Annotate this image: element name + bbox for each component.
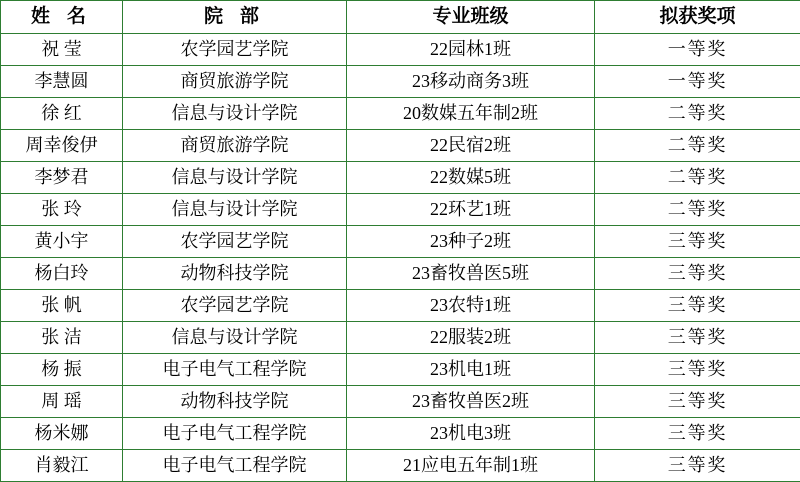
cell-award: 一等奖 [595, 66, 800, 98]
cell-name: 徐 红 [1, 98, 123, 130]
cell-department: 电子电气工程学院 [123, 450, 347, 482]
cell-department: 电子电气工程学院 [123, 418, 347, 450]
cell-department: 农学园艺学院 [123, 34, 347, 66]
cell-class: 22服装2班 [347, 322, 595, 354]
cell-department: 动物科技学院 [123, 258, 347, 290]
cell-award: 三等奖 [595, 322, 800, 354]
table-row [1, 130, 800, 162]
table-row [1, 66, 800, 98]
cell-department: 动物科技学院 [123, 386, 347, 418]
cell-class: 23农特1班 [347, 290, 595, 322]
cell-award: 三等奖 [595, 450, 800, 482]
cell-class: 21应电五年制1班 [347, 450, 595, 482]
cell-name: 肖毅江 [1, 450, 123, 482]
cell-award: 三等奖 [595, 258, 800, 290]
table-row [1, 450, 800, 482]
table-row [1, 162, 800, 194]
cell-name: 张 帆 [1, 290, 123, 322]
cell-award: 三等奖 [595, 226, 800, 258]
table-row [1, 322, 800, 354]
cell-name: 张 洁 [1, 322, 123, 354]
table-row [1, 98, 800, 130]
cell-award: 三等奖 [595, 386, 800, 418]
cell-class: 23种子2班 [347, 226, 595, 258]
cell-name: 祝 莹 [1, 34, 123, 66]
table-header-row [1, 1, 800, 34]
table-row [1, 418, 800, 450]
cell-name: 杨 振 [1, 354, 123, 386]
column-header-class: 专业班级 [347, 1, 595, 34]
table-row [1, 354, 800, 386]
cell-award: 二等奖 [595, 162, 800, 194]
cell-class: 23畜牧兽医5班 [347, 258, 595, 290]
table-row [1, 258, 800, 290]
cell-award: 一等奖 [595, 34, 800, 66]
table-row [1, 194, 800, 226]
column-header-award: 拟获奖项 [595, 1, 800, 34]
cell-award: 三等奖 [595, 418, 800, 450]
cell-department: 信息与设计学院 [123, 194, 347, 226]
cell-name: 周 瑶 [1, 386, 123, 418]
cell-name: 李梦君 [1, 162, 123, 194]
cell-department: 农学园艺学院 [123, 226, 347, 258]
column-header-department: 院 部 [123, 1, 347, 34]
table-row [1, 290, 800, 322]
table-row [1, 226, 800, 258]
cell-name: 张 玲 [1, 194, 123, 226]
cell-award: 二等奖 [595, 194, 800, 226]
cell-class: 23移动商务3班 [347, 66, 595, 98]
cell-class: 23畜牧兽医2班 [347, 386, 595, 418]
cell-department: 信息与设计学院 [123, 322, 347, 354]
cell-class: 20数媒五年制2班 [347, 98, 595, 130]
cell-department: 信息与设计学院 [123, 162, 347, 194]
cell-class: 22环艺1班 [347, 194, 595, 226]
table-row [1, 386, 800, 418]
cell-award: 二等奖 [595, 130, 800, 162]
cell-class: 22数媒5班 [347, 162, 595, 194]
cell-award: 三等奖 [595, 354, 800, 386]
cell-class: 23机电3班 [347, 418, 595, 450]
cell-department: 商贸旅游学院 [123, 130, 347, 162]
cell-award: 二等奖 [595, 98, 800, 130]
cell-department: 电子电气工程学院 [123, 354, 347, 386]
cell-class: 22园林1班 [347, 34, 595, 66]
cell-department: 商贸旅游学院 [123, 66, 347, 98]
column-header-name: 姓 名 [1, 1, 123, 34]
cell-department: 农学园艺学院 [123, 290, 347, 322]
cell-name: 杨米娜 [1, 418, 123, 450]
cell-award: 三等奖 [595, 290, 800, 322]
cell-class: 23机电1班 [347, 354, 595, 386]
table-row [1, 34, 800, 66]
cell-class: 22民宿2班 [347, 130, 595, 162]
cell-department: 信息与设计学院 [123, 98, 347, 130]
cell-name: 李慧圆 [1, 66, 123, 98]
cell-name: 周幸俊伊 [1, 130, 123, 162]
cell-name: 杨白玲 [1, 258, 123, 290]
cell-name: 黄小宇 [1, 226, 123, 258]
